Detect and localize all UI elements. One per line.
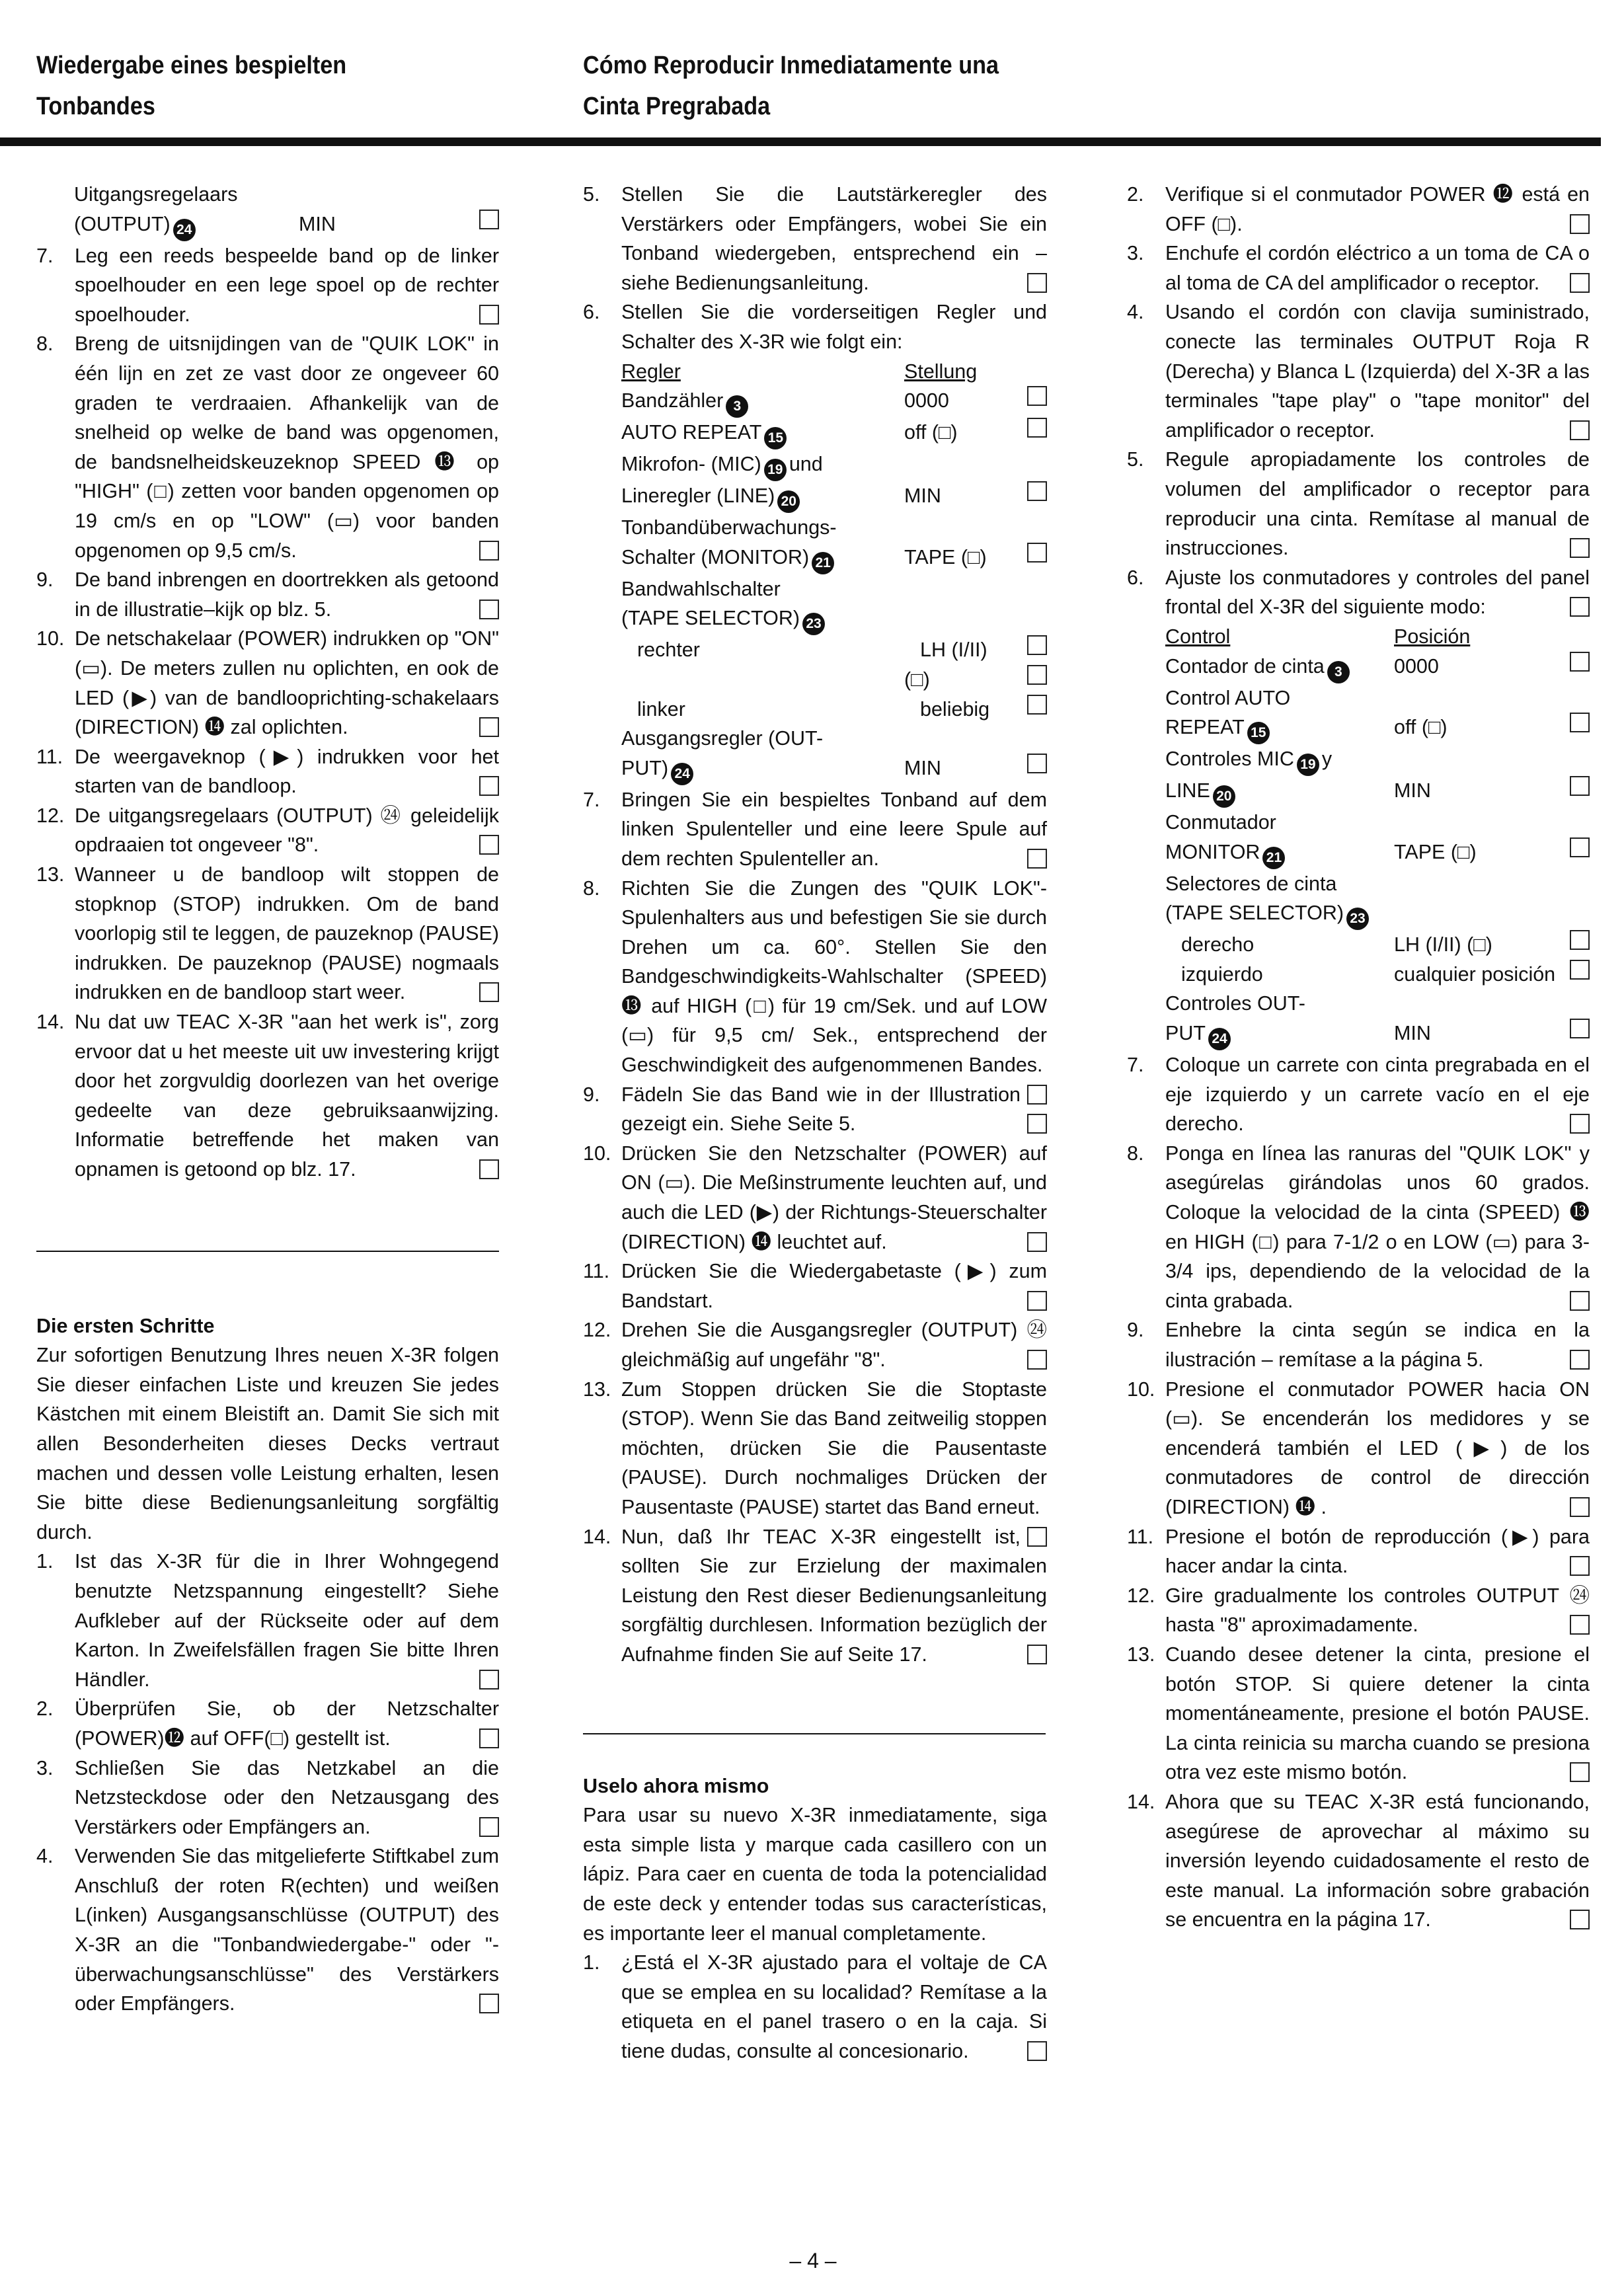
control-badge: 3 <box>726 395 748 418</box>
control-badge: 3 <box>1327 661 1350 683</box>
table-cell-value: LH (I/II) (□) <box>1394 933 1492 956</box>
item-number: 10. <box>36 627 65 650</box>
table-row <box>1165 713 1590 744</box>
list-item <box>1127 1315 1590 1374</box>
item-text: Regule apropiadamente los controles de volumen del amplificador o receptor para reproducir una cinta. Remítase al manual de instrucciones. <box>1165 448 1590 560</box>
item-text: Leg een reeds bespeelde band op de linker spoelhouder en een lege spoel op de rechter spoelhouder. <box>75 244 499 326</box>
col-head-regler: Regler <box>621 360 681 383</box>
item-number: 14. <box>36 1011 65 1034</box>
nl-output-row <box>36 180 499 241</box>
item-number: 4. <box>36 1845 54 1868</box>
checkbox[interactable] <box>1027 1350 1047 1370</box>
list-item <box>1127 445 1590 563</box>
col-head-posicion: Posición <box>1394 625 1471 648</box>
list-item <box>36 565 499 624</box>
list-item <box>1127 1139 1590 1316</box>
es-control-table <box>1127 622 1590 1050</box>
table-row <box>1165 683 1590 713</box>
table-cell-label: (TAPE SELECTOR) <box>1165 902 1344 925</box>
nl-output-ctrl: (OUTPUT) <box>74 212 171 235</box>
header-right-line2: Cinta Pregrabada <box>583 93 771 120</box>
list-item <box>36 1547 499 1694</box>
table-row <box>621 481 1047 513</box>
page-number: – 4 – <box>789 2249 837 2273</box>
table-row <box>621 449 1047 481</box>
table-cell-value: MIN <box>904 485 941 508</box>
table-header <box>1165 622 1590 652</box>
table-cell-label: Conmutador <box>1165 811 1276 834</box>
item-number: 11. <box>583 1260 610 1283</box>
checkbox[interactable] <box>1027 1645 1047 1664</box>
table-cell-label: Ausgangsregler (OUT- <box>621 727 824 750</box>
item-number: 11. <box>36 745 63 768</box>
list-item <box>583 1375 1047 1522</box>
table-cell-label: REPEAT <box>1165 716 1245 739</box>
item-number: 1. <box>36 1550 54 1573</box>
list-item <box>36 801 499 860</box>
table-cell-label: rechter <box>637 639 700 662</box>
item-text: Ponga en línea las ranuras del "QUIK LOK" y asegúrelas girándolas unos 60 grados. Coloque la velocidad de la cinta (SPEED) ⓭ en HIGH (□) para 7-1/2 o en LOW (▭) para 3-3/4 ips, dependiendo de la velocidad de la cinta grabada. <box>1165 1142 1590 1312</box>
checkbox[interactable] <box>1570 776 1590 796</box>
item-number: 7. <box>36 244 54 267</box>
table-cell-label: linker <box>637 697 685 720</box>
checkbox[interactable] <box>479 1994 499 2013</box>
table-cell-label-suffix: y <box>1321 748 1333 771</box>
table-row <box>1165 652 1590 683</box>
checkbox[interactable] <box>1027 695 1047 715</box>
table-row <box>1165 989 1590 1019</box>
checkbox[interactable] <box>479 600 499 619</box>
de-list <box>36 1547 499 2019</box>
item-text: Fädeln Sie das Band wie in der Illustration gezeigt ein. Siehe Seite 5. <box>621 1083 1021 1136</box>
table-row <box>1165 930 1590 960</box>
checkbox[interactable] <box>1027 481 1047 501</box>
nl-list <box>36 241 499 1185</box>
col-head-stellung: Stellung <box>904 360 978 383</box>
item-text: Bringen Sie ein bespieltes Tonband auf dem linken Spulenteller und eine leere Spule auf dem rechten Spulenteller an. <box>621 788 1047 870</box>
list-item <box>1127 1640 1590 1787</box>
table-cell-value: MIN <box>904 756 941 779</box>
item-number: 9. <box>583 1083 600 1106</box>
checkbox[interactable] <box>479 1670 499 1690</box>
nl-output-label: Uitgangsregelaars <box>74 183 238 206</box>
checkbox[interactable] <box>1570 1114 1590 1134</box>
es-section-title: Uselo ahora mismo <box>583 1774 769 1797</box>
checkbox[interactable] <box>1570 837 1590 857</box>
table-cell-label: PUT <box>1165 1022 1206 1045</box>
item-text: Presione el botón de reproducción (▶) para hacer andar la cinta. <box>1165 1525 1590 1578</box>
item-number: 12. <box>36 804 65 827</box>
table-cell-value: cualquier posición <box>1394 962 1556 986</box>
table-cell-label: AUTO REPEAT <box>621 421 762 444</box>
item-text: Drehen Sie die Ausgangsregler (OUTPUT) ㉔ gleichmäßig auf ungefähr "8". <box>621 1319 1047 1371</box>
column-left <box>36 180 499 2019</box>
item-number: 13. <box>583 1378 611 1401</box>
item-number: 2. <box>36 1697 54 1721</box>
list-item <box>36 1754 499 1842</box>
item-text: Enhebre la cinta según se indica en la ilustración – remítase a la página 5. <box>1165 1319 1590 1371</box>
item-number: 8. <box>1127 1142 1144 1165</box>
item-text: Ajuste los conmutadores y controles del panel frontal del X-3R del siguiente modo: <box>1165 566 1590 619</box>
item-text: Enchufe el cordón eléctrico a un toma de CA o al toma de CA del amplificador o receptor. <box>1165 242 1590 294</box>
checkbox[interactable] <box>1570 1350 1590 1370</box>
table-cell-value: LH (I/II) <box>920 639 987 662</box>
table-row <box>621 386 1047 418</box>
table-cell-label: (TAPE SELECTOR) <box>621 607 800 630</box>
checkbox[interactable] <box>479 541 499 561</box>
table-cell-label: derecho <box>1181 933 1255 956</box>
item-text: Drücken Sie den Netzschalter (POWER) auf ON (▭). Die Meßinstrumente leuchten auf, und auch die LED (▶) der Richtungs-Steuerschalter (DIRECTION) ⓮ leuchtet auf. <box>621 1142 1047 1253</box>
checkbox[interactable] <box>1027 273 1047 293</box>
item-text: Nun, daß Ihr TEAC X-3R eingestellt ist, sollten Sie zur Erzielung der maximalen Leistung den Rest dieser Bedienungsanleitung sorgfältig durchlesen. Information bezüglich der Aufnahme finden Sie auf Seite 17. <box>621 1525 1047 1666</box>
table-body <box>1165 652 1590 1051</box>
checkbox[interactable] <box>1027 386 1047 406</box>
checkbox[interactable] <box>479 982 499 1002</box>
item-number: 5. <box>1127 448 1144 471</box>
table-row <box>1165 744 1590 776</box>
divider <box>583 1733 1046 1734</box>
es-list-continued <box>1127 1050 1590 1935</box>
item-number: 3. <box>36 1756 54 1779</box>
item-number: 1. <box>583 1951 600 1974</box>
checkbox[interactable] <box>1570 1291 1590 1311</box>
item-number: 8. <box>583 876 600 900</box>
table-row <box>621 724 1047 754</box>
checkbox[interactable] <box>1570 1615 1590 1635</box>
table-cell-label: Contador de cinta <box>1165 654 1325 678</box>
table-cell-label: izquierdo <box>1181 962 1263 986</box>
nl-output-control <box>74 210 499 241</box>
de-control-table <box>583 357 1047 785</box>
item-number: 7. <box>1127 1054 1144 1077</box>
table-cell-label: Schalter (MONITOR) <box>621 545 810 568</box>
table-row <box>621 665 1047 695</box>
item-text: Cuando desee detener la cinta, presione el botón STOP. Si quiere detener la cinta momentáneamente, presione el botón PAUSE. La cinta reinicia su marcha cuando se presiona otra vez este mismo botón. <box>1165 1643 1590 1784</box>
list-item <box>583 297 1047 356</box>
list-item <box>36 1694 499 1753</box>
checkbox[interactable] <box>1570 1019 1590 1038</box>
list-item <box>583 180 1047 297</box>
control-badge: 24 <box>1208 1028 1231 1050</box>
table-row <box>621 635 1047 665</box>
list-item <box>1127 1522 1590 1581</box>
nl-output-value: MIN <box>299 212 336 235</box>
list-item <box>1127 1787 1590 1935</box>
item-text: Stellen Sie die vorderseitigen Regler und Schalter des X-3R wie folgt ein: <box>621 301 1047 353</box>
control-badge: 24 <box>173 219 196 241</box>
table-cell-value: beliebig <box>920 697 990 720</box>
item-number: 6. <box>583 301 600 324</box>
checkbox[interactable] <box>1570 273 1590 293</box>
checkbox[interactable] <box>479 210 499 229</box>
table-cell-label: Tonbandüberwachungs- <box>621 516 837 539</box>
checkbox[interactable] <box>1570 960 1590 980</box>
checkbox[interactable] <box>1570 597 1590 617</box>
table-row <box>1165 1019 1590 1050</box>
item-text: De netschakelaar (POWER) indrukken op "ON" (▭). De meters zullen nu oplichten, en ook de LED (▶) van de bandlooprichting-schakelaars (DIRECTION) ⓮ zal oplichten. <box>75 627 499 739</box>
table-cell-value: MIN <box>1394 779 1431 802</box>
item-number: 11. <box>1127 1525 1154 1548</box>
item-text: De band inbrengen en doortrekken als getoond in de illustratie–kijk op blz. 5. <box>75 568 499 621</box>
list-item <box>583 1315 1047 1374</box>
table-row <box>1165 808 1590 837</box>
list-item <box>583 1139 1047 1257</box>
item-number: 5. <box>583 183 600 206</box>
list-item <box>1127 297 1590 445</box>
item-text: Ahora que su TEAC X-3R está funcionando, asegúrese de aprovechar al máximo su inversión leyendo cuidadosamente el resto de este manual. La información sobre grabación se encuentra en la página 17. <box>1165 1790 1590 1931</box>
item-number: 13. <box>36 863 65 886</box>
table-cell-label-suffix: und <box>789 453 823 476</box>
item-text: Zum Stoppen drücken Sie die Stoptaste (STOP). Wenn Sie das Band zeitweilig stoppen möchten, drücken Sie die Pausentaste (PAUSE). Durch nochmaliges Drücken der Pausentaste (PAUSE) startet das Band erneut. <box>621 1378 1047 1518</box>
list-item <box>583 1522 1047 1670</box>
checkbox[interactable] <box>479 1729 499 1748</box>
table-row <box>1165 869 1590 899</box>
table-cell-label: Bandwahlschalter <box>621 577 781 600</box>
item-text: Schließen Sie das Netzkabel an die Netzsteckdose oder den Netzausgang des Verstärkers oder Empfängers an. <box>75 1756 499 1838</box>
table-cell-label: MONITOR <box>1165 840 1260 863</box>
item-text: Ist das X-3R für die in Ihrer Wohngegend benutzte Netzspannung eingestellt? Siehe Aufkleber auf der Rückseite oder auf dem Karton. In Zweifelsfällen fragen Sie bitte Ihren Händler. <box>75 1550 499 1691</box>
table-row <box>1165 960 1590 990</box>
column-middle <box>583 180 1047 2066</box>
checkbox[interactable] <box>479 776 499 796</box>
table-row <box>621 513 1047 543</box>
table-body <box>621 386 1047 785</box>
checkbox[interactable] <box>1027 1114 1047 1134</box>
item-number: 14. <box>583 1525 611 1548</box>
table-cell-value: (□) <box>904 668 930 691</box>
list-item <box>1127 1375 1590 1522</box>
item-text: Wanneer u de bandloop wilt stoppen de stopknop (STOP) indrukken. Om de band voorlopig stil te leggen, de pauzeknop (PAUSE) indrukken. De pauzeknop (PAUSE) nogmaals indrukken en de bandloop start weer. <box>75 863 500 1004</box>
item-text: Verifique si el conmutador POWER ⓬ está en OFF (□). <box>1165 183 1590 235</box>
table-cell-value: off (□) <box>1394 716 1448 739</box>
table-row <box>621 603 1047 635</box>
item-text: Breng de uitsnijdingen van de "QUIK LOK" in één lijn en zet ze vast door ze ongeveer 60 graden te verdraaien. Afhankelijk van de snelheid op welke de band was opgenomen, de bandsnelheidskeuzeknop SPEED ⓭ op "HIGH" (□) zetten voor banden opgenomen op 19 cm/s en op "LOW" (▭) voor banden opgenomen op 9,5 cm/s. <box>75 332 499 562</box>
item-number: 10. <box>1127 1378 1155 1401</box>
item-text: Verwenden Sie das mitgelieferte Stiftkabel zum Anschluß der roten R(echten) und weißen L(inken) Ausgangsanschlüsse (OUTPUT) des X-3R an die "Tonbandwiedergabe-" oder "-überwachungsanschlüsse" des Verstärkers oder Empfängers. <box>75 1845 499 2015</box>
col-head-control: Control <box>1165 625 1231 648</box>
table-row <box>1165 837 1590 869</box>
control-badge: 20 <box>777 490 800 513</box>
list-item <box>1127 1581 1590 1640</box>
checkbox[interactable] <box>1027 2041 1047 2061</box>
control-badge: 19 <box>764 459 787 481</box>
item-number: 10. <box>583 1142 611 1165</box>
checkbox[interactable] <box>1570 1762 1590 1782</box>
de-section-title: Die ersten Schritte <box>36 1314 215 1337</box>
list-item <box>36 624 499 742</box>
table-row <box>621 418 1047 449</box>
table-row <box>621 574 1047 604</box>
checkbox[interactable] <box>1027 849 1047 869</box>
item-number: 13. <box>1127 1643 1155 1666</box>
table-cell-label: PUT) <box>621 756 669 779</box>
list-item <box>36 241 499 330</box>
header-right <box>583 45 1045 127</box>
checkbox[interactable] <box>1027 1291 1047 1311</box>
table-row <box>621 754 1047 785</box>
control-badge: 23 <box>802 613 825 635</box>
table-cell-label: Selectores de cinta <box>1165 872 1337 895</box>
table-row <box>621 695 1047 724</box>
header-left <box>36 45 381 127</box>
item-number: 14. <box>1127 1790 1155 1813</box>
table-row <box>621 543 1047 574</box>
item-text: Gire gradualmente los controles OUTPUT ㉔ hasta "8" aproximadamente. <box>1165 1584 1590 1637</box>
item-text: De uitgangsregelaars (OUTPUT) ㉔ geleidelijk opdraaien tot ongeveer "8". <box>75 804 499 857</box>
control-badge: 15 <box>764 427 787 449</box>
table-cell-value: MIN <box>1394 1022 1431 1045</box>
item-text: Stellen Sie die Lautstärkeregler des Verstärkers oder Empfängers, wobei Sie ein Tonband wiedergeben, entsprechend ein – siehe Bedienungsanleitung. <box>621 183 1047 294</box>
list-item <box>583 1257 1047 1315</box>
checkbox[interactable] <box>1027 635 1047 655</box>
item-number: 9. <box>1127 1319 1144 1342</box>
table-cell-value: TAPE (□) <box>1394 840 1477 863</box>
table-cell-value: TAPE (□) <box>904 545 987 568</box>
checkbox[interactable] <box>1027 418 1047 438</box>
item-number: 7. <box>583 788 600 811</box>
table-cell-label: Bandzähler <box>621 389 724 412</box>
checkbox[interactable] <box>1570 214 1590 234</box>
table-header <box>621 357 1047 387</box>
es-intro: Para usar su nuevo X-3R inmediatamente, siga esta simple lista y marque cada casillero con un lápiz. Para caer en cuenta de toda la potencialidad de este deck y entender todas sus características, es importante leer el manual completamente. <box>583 1804 1047 1945</box>
list-item <box>583 874 1047 1080</box>
list-item <box>583 1080 1047 1139</box>
table-cell-value: off (□) <box>904 421 958 444</box>
control-badge: 20 <box>1213 785 1235 808</box>
item-number: 4. <box>1127 301 1144 324</box>
item-text: ¿Está el X-3R ajustado para el voltaje de CA que se emplea en su localidad? Remítase a la etiqueta en el panel trasero o en la caja. Si tiene dudas, consulte al concesionario. <box>621 1951 1047 2062</box>
item-number: 8. <box>36 332 54 356</box>
checkbox[interactable] <box>1570 1910 1590 1929</box>
list-item <box>36 860 499 1007</box>
list-item <box>36 329 499 565</box>
header-right-line1: Cómo Reproducir Inmediatamente una <box>583 52 999 79</box>
checkbox[interactable] <box>1570 420 1590 440</box>
list-item <box>1127 563 1590 622</box>
list-item <box>1127 1050 1590 1139</box>
checkbox[interactable] <box>1570 713 1590 732</box>
item-number: 12. <box>1127 1584 1155 1607</box>
table-cell-label: Lineregler (LINE) <box>621 485 775 508</box>
checkbox[interactable] <box>1027 665 1047 685</box>
table-cell-label: Mikrofon- (MIC) <box>621 453 761 476</box>
item-text: Nu dat uw TEAC X-3R "aan het werk is", zorg ervoor dat u het meeste uit uw investering krijgt door het zorgvuldig doorlezen van het overige gedeelte van deze gebruiksaanwijzing. Informatie betreffende het maken van opnamen is getoond op blz. 17. <box>75 1011 499 1181</box>
table-row <box>1165 776 1590 808</box>
table-cell-label: LINE <box>1165 779 1210 802</box>
list-item <box>36 1842 499 2019</box>
de-intro: Zur sofortigen Benutzung Ihres neuen X-3R folgen Sie dieser einfachen Liste und kreuzen Sie jedes Kästchen mit einem Bleistift an. Damit Sie sich mit allen Besonderheiten dieses Decks vertraut machen und dessen volle Leistung erhalten, lesen Sie bitte diese Bedienungsanleitung sorgfältig durch. <box>36 1344 499 1543</box>
control-badge: 19 <box>1297 754 1319 776</box>
item-text: Presione el conmutador POWER hacia ON (▭). Se encenderán los medidores y se encenderá también el LED (▶) de los conmutadores de control de dirección (DIRECTION) ⓮ . <box>1165 1378 1590 1518</box>
checkbox[interactable] <box>1027 543 1047 563</box>
list-item <box>36 1007 499 1185</box>
divider <box>36 1251 499 1252</box>
table-cell-label: Controles MIC <box>1165 748 1294 771</box>
control-badge: 21 <box>812 552 834 574</box>
header-left-line1: Wiedergabe eines bespielten <box>36 52 347 79</box>
checkbox[interactable] <box>1027 1232 1047 1252</box>
item-number: 3. <box>1127 242 1144 265</box>
item-text: Usando el cordón con clavija suministrado, conecte las terminales OUTPUT Roja R (Derecha) y Blanca L (Izquierda) del X-3R a las terminales "tape play" o "tape monitor" del amplificador o receptor. <box>1165 301 1590 442</box>
item-number: 6. <box>1127 566 1144 589</box>
table-cell-value: 0000 <box>1394 654 1439 678</box>
header-rule <box>0 137 1601 146</box>
list-item <box>1127 180 1590 239</box>
checkbox[interactable] <box>1570 1497 1590 1517</box>
list-item <box>36 742 499 801</box>
item-text: Richten Sie die Zungen des "QUIK LOK"-Spulenhalters aus und befestigen Sie sie durch Drehen um ca. 60°. Stellen Sie den Bandgeschwindigkeits-Wahlschalter (SPEED) ⓭ auf HIGH (□) für 19 cm/Sek. und auf LOW (▭) für 9,5 cm/ Sek., entsprechend der Geschwindigkeit des aufgenommenen Bandes. <box>621 876 1047 1077</box>
checkbox[interactable] <box>479 1159 499 1179</box>
list-item <box>583 1948 1047 2066</box>
item-text: De weergaveknop (▶) indrukken voor het starten van de bandloop. <box>75 745 499 798</box>
checkbox[interactable] <box>479 717 499 737</box>
item-number: 9. <box>36 568 54 592</box>
checkbox[interactable] <box>479 835 499 855</box>
item-number: 12. <box>583 1319 611 1342</box>
control-badge: 23 <box>1346 908 1369 930</box>
list-item <box>583 785 1047 874</box>
checkbox[interactable] <box>1570 538 1590 558</box>
table-cell-label: Controles OUT- <box>1165 992 1305 1015</box>
checkbox[interactable] <box>1570 1556 1590 1576</box>
column-right <box>1127 180 1590 1935</box>
control-badge: 24 <box>671 763 693 785</box>
checkbox[interactable] <box>1027 754 1047 773</box>
es-list <box>1127 180 1590 622</box>
checkbox[interactable] <box>1570 652 1590 672</box>
table-cell-label: Control AUTO <box>1165 686 1291 709</box>
checkbox[interactable] <box>1570 930 1590 950</box>
control-badge: 15 <box>1247 722 1270 744</box>
control-badge: 21 <box>1262 847 1285 869</box>
list-item <box>1127 239 1590 297</box>
table-row <box>1165 898 1590 930</box>
checkbox[interactable] <box>479 1817 499 1837</box>
checkbox[interactable] <box>479 305 499 325</box>
header-left-line2: Tonbandes <box>36 93 155 120</box>
item-text: Drücken Sie die Wiedergabetaste (▶) zum Bandstart. <box>621 1260 1047 1312</box>
item-text: Überprüfen Sie, ob der Netzschalter (POWER)⓬ auf OFF(□) gestellt ist. <box>75 1697 499 1750</box>
table-cell-value: 0000 <box>904 389 949 412</box>
item-number: 2. <box>1127 183 1144 206</box>
item-text: Coloque un carrete con cinta pregrabada en el eje izquierdo y un carrete vacío en el eje derecho. <box>1165 1054 1590 1136</box>
de-list-continued <box>583 785 1047 1670</box>
